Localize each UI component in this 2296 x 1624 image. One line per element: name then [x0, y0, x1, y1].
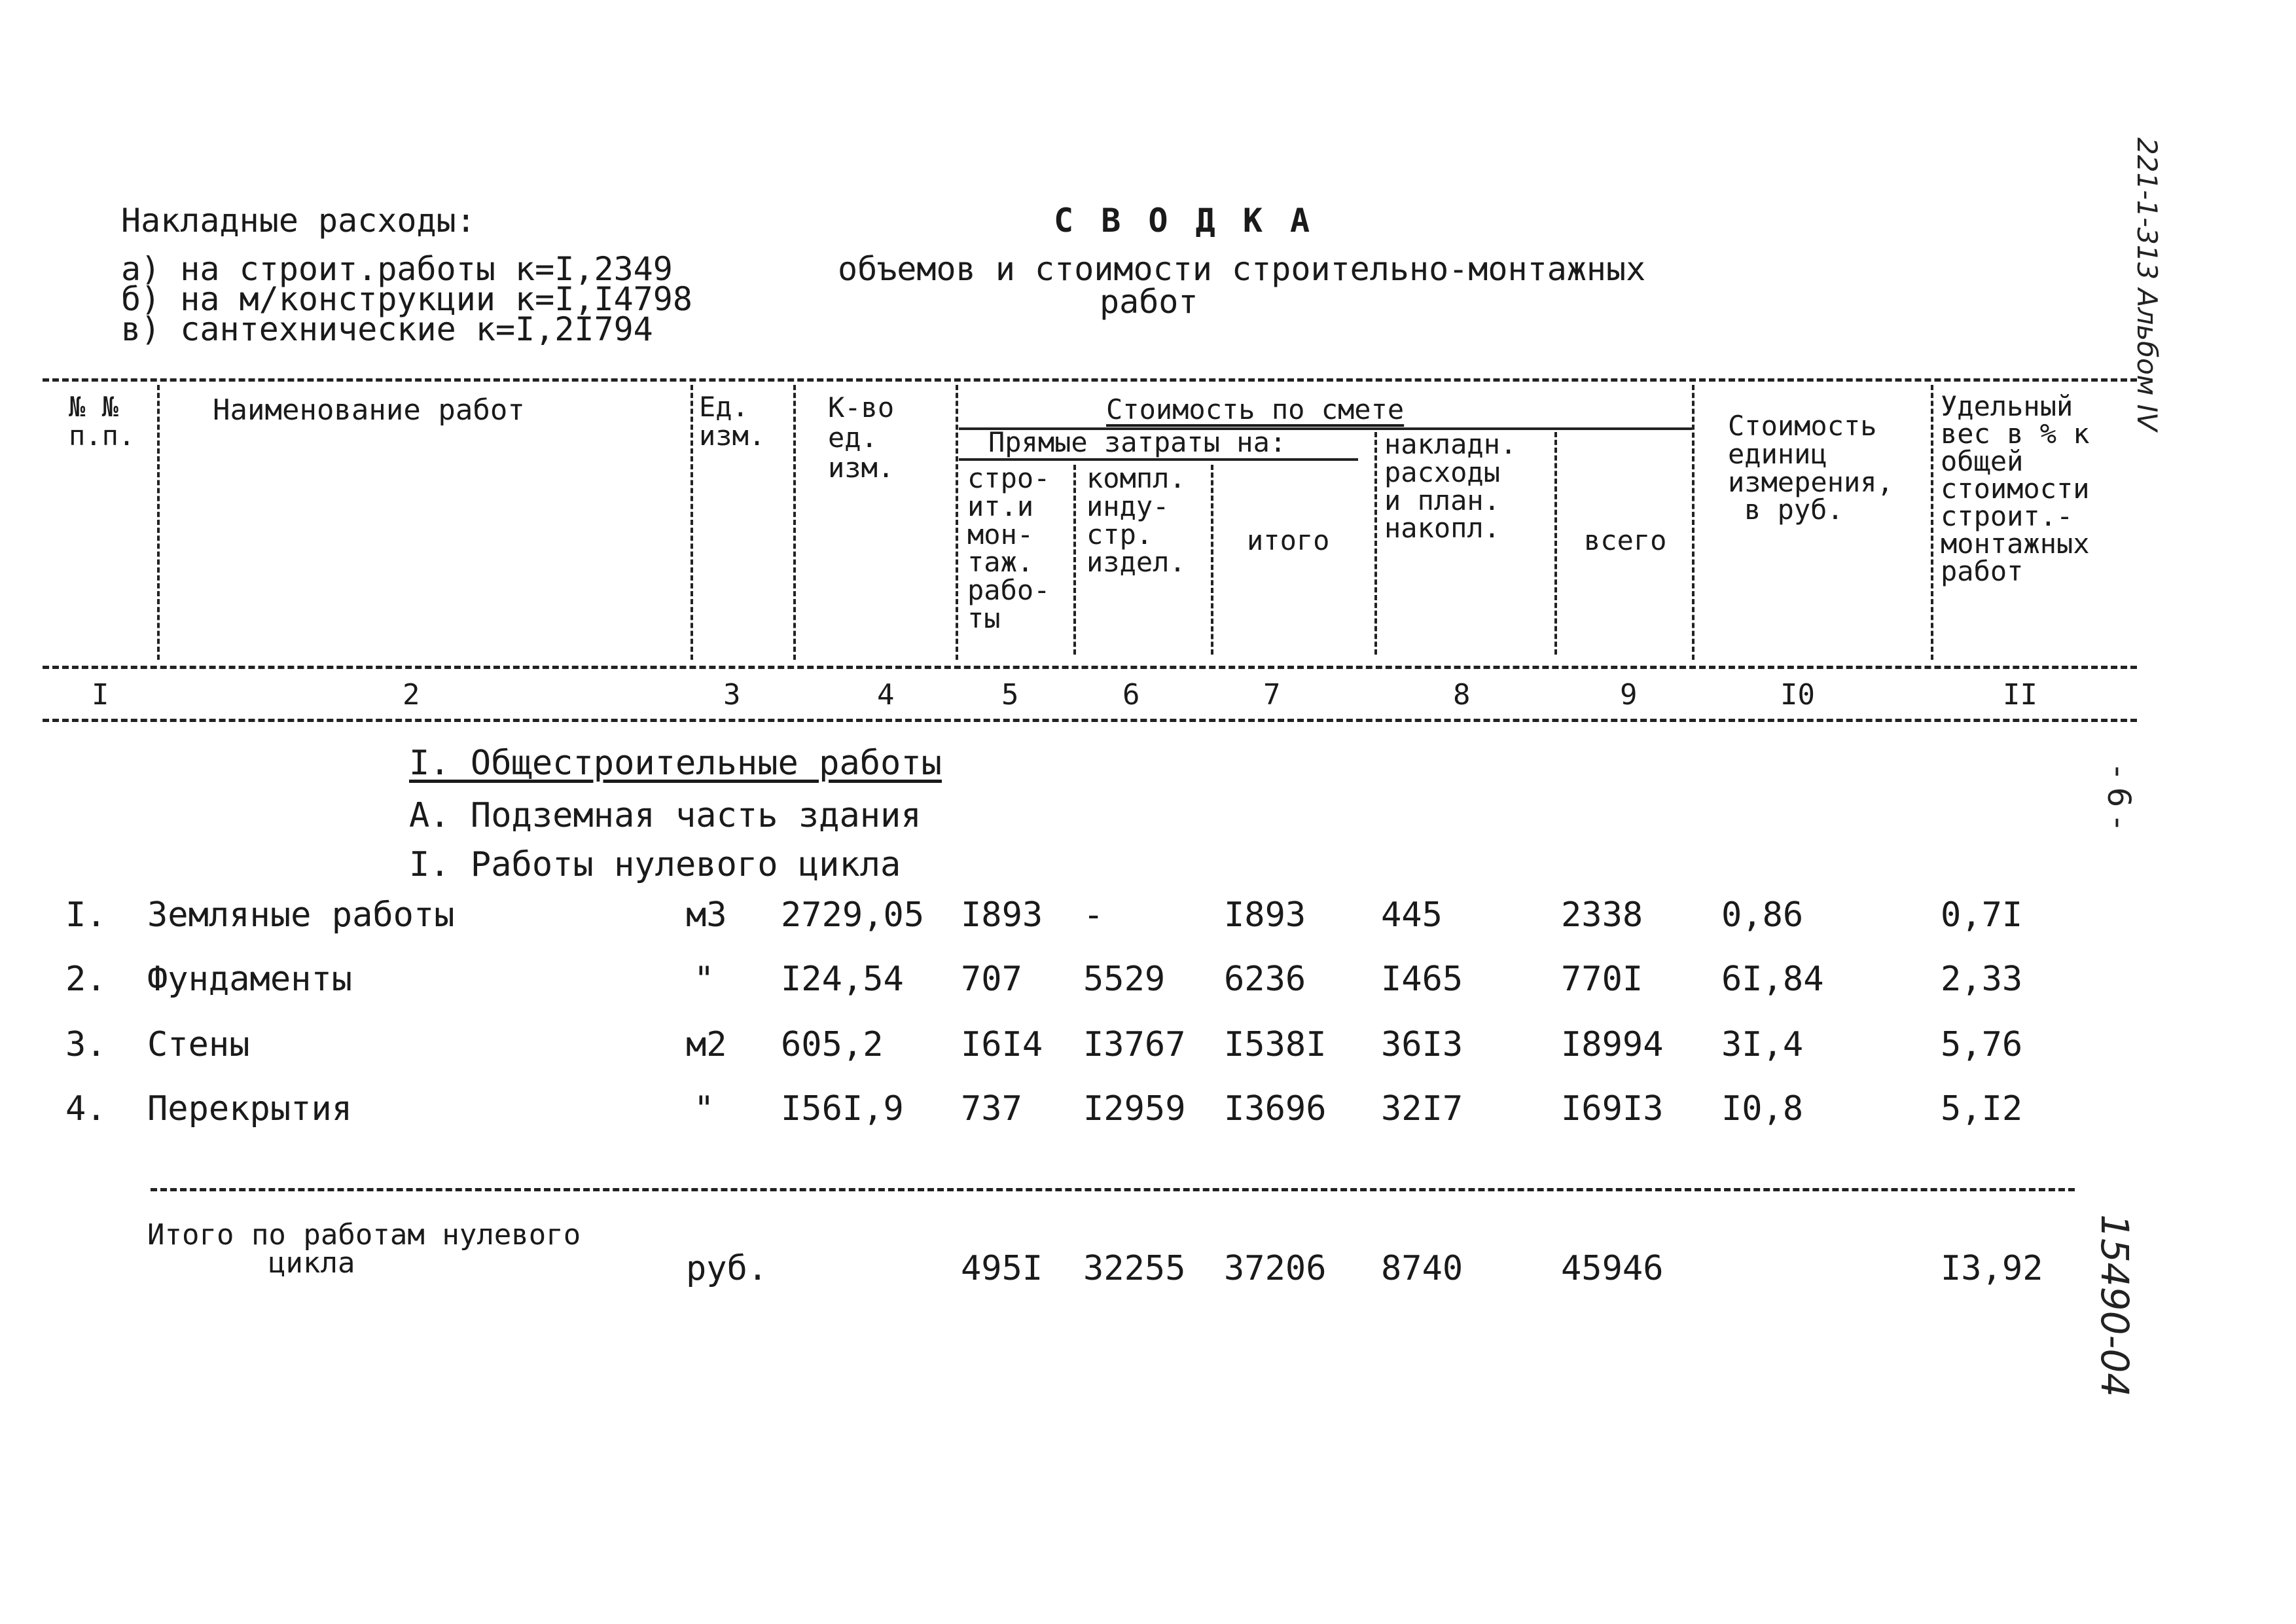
row-col7: I3696	[1224, 1089, 1327, 1128]
row-quantity: I56I,9	[781, 1089, 904, 1128]
row-col11: 5,I2	[1941, 1089, 2023, 1128]
column-number-11: II	[2003, 678, 2037, 712]
row-col9: I8994	[1561, 1025, 1664, 1064]
direct-costs-rule	[959, 458, 1358, 461]
row-name: Земляные работы	[147, 895, 455, 935]
header-col7: итого	[1247, 524, 1330, 556]
page-number: - 6 -	[2100, 766, 2137, 829]
table-header-bottom-rule	[43, 666, 2137, 669]
document-subtitle-line2: работ	[1100, 283, 1198, 321]
header-col10: Стоимость единиц измерения, в руб.	[1728, 410, 1893, 526]
column-number-7: 7	[1263, 678, 1281, 712]
row-number: 4.	[65, 1089, 107, 1128]
overhead-item-b: б) на м/конструкции к=I,I4798	[121, 280, 692, 318]
col-divider-6	[1211, 465, 1213, 655]
row-col11: 2,33	[1941, 960, 2023, 999]
header-col8: накладн. расходы и план. накопл.	[1384, 428, 1517, 545]
column-number-10: I0	[1780, 678, 1815, 712]
overhead-item-a: а) на строит.работы к=I,2349	[121, 250, 673, 288]
header-col9: всего	[1584, 524, 1667, 556]
row-number: 3.	[65, 1025, 107, 1064]
table-top-rule	[43, 378, 2137, 382]
header-col6: компл. инду- стр. издел.	[1086, 462, 1186, 579]
col-divider-10	[1931, 385, 1933, 660]
column-number-2: 2	[403, 678, 420, 712]
album-code-note: 221-1-313 Альбом IV	[2131, 137, 2163, 431]
row-col8: 36I3	[1381, 1025, 1463, 1064]
col-divider-9	[1692, 385, 1695, 660]
row-name: Перекрытия	[147, 1089, 353, 1128]
row-col9: 770I	[1561, 960, 1643, 999]
section-heading-underground: А. Подземная часть здания	[409, 796, 922, 835]
row-unit: м2	[686, 1025, 727, 1064]
archive-number-note: 15490-04	[2092, 1214, 2137, 1398]
row-col6: 5529	[1083, 960, 1166, 999]
row-col5: I893	[961, 895, 1043, 935]
row-name: Фундаменты	[147, 960, 353, 999]
header-direct-costs: Прямые затраты на:	[988, 426, 1287, 458]
total-separator-rule	[151, 1188, 2075, 1191]
row-quantity: I24,54	[781, 960, 904, 999]
col-divider-7	[1374, 432, 1377, 655]
row-col8: I465	[1381, 960, 1463, 999]
total-label-line2: цикла	[268, 1246, 355, 1280]
row-col6: I3767	[1083, 1025, 1186, 1064]
total-col9: 45946	[1561, 1249, 1664, 1288]
row-unit: "	[694, 1089, 715, 1128]
column-numbers-rule	[43, 719, 2137, 722]
total-label-line1: Итого по работам нулевого	[147, 1218, 581, 1252]
header-cost-group: Стоимость по смете	[1106, 393, 1405, 425]
row-unit: "	[694, 960, 715, 999]
overhead-item-c: в) сантехнические к=I,2I794	[121, 310, 653, 348]
row-col5: 707	[961, 960, 1022, 999]
row-col7: I538I	[1224, 1025, 1327, 1064]
row-col10: 6I,84	[1721, 960, 1824, 999]
total-unit: руб.	[686, 1249, 768, 1288]
total-col8: 8740	[1381, 1249, 1463, 1288]
column-number-4: 4	[877, 678, 895, 712]
row-col11: 0,7I	[1941, 895, 2023, 935]
section-heading-zero-cycle: I. Работы нулевого цикла	[409, 845, 901, 884]
row-name: Стены	[147, 1025, 250, 1064]
header-col4: К-во ед. изм.	[828, 391, 895, 484]
row-col6: -	[1083, 895, 1104, 935]
col-divider-5	[1073, 465, 1076, 655]
total-col5: 495I	[961, 1249, 1043, 1288]
col-divider-4	[956, 385, 958, 660]
row-col7: 6236	[1224, 960, 1306, 999]
row-quantity: 605,2	[781, 1025, 884, 1064]
row-number: 2.	[65, 960, 107, 999]
row-col5: 737	[961, 1089, 1022, 1128]
column-number-8: 8	[1453, 678, 1471, 712]
document-subtitle-line1: объемов и стоимости строительно-монтажных	[838, 250, 1646, 288]
row-col7: I893	[1224, 895, 1306, 935]
row-quantity: 2729,05	[781, 895, 925, 935]
row-col8: 32I7	[1381, 1089, 1463, 1128]
row-col9: 2338	[1561, 895, 1643, 935]
row-col9: I69I3	[1561, 1089, 1664, 1128]
column-number-3: 3	[723, 678, 741, 712]
col-divider-8	[1554, 432, 1557, 655]
row-col8: 445	[1381, 895, 1443, 935]
column-number-1: I	[92, 678, 109, 712]
column-number-9: 9	[1620, 678, 1638, 712]
column-number-5: 5	[1001, 678, 1019, 712]
total-col7: 37206	[1224, 1249, 1327, 1288]
header-col2: Наименование работ	[213, 393, 525, 427]
header-col1: № № п.п.	[69, 391, 135, 452]
document-title: С В О Д К А	[1054, 202, 1314, 240]
row-col10: 0,86	[1721, 895, 1804, 935]
overhead-title: Накладные расходы:	[121, 202, 476, 240]
col-divider-2	[691, 385, 693, 660]
column-number-6: 6	[1122, 678, 1140, 712]
header-col5: стро- ит.и мон- таж. рабо- ты	[967, 462, 1050, 635]
row-col10: 3I,4	[1721, 1025, 1804, 1064]
row-col5: I6I4	[961, 1025, 1043, 1064]
row-col10: I0,8	[1721, 1089, 1804, 1128]
col-divider-1	[157, 385, 160, 660]
col-divider-3	[793, 385, 796, 660]
header-col3: Ед. изм.	[699, 391, 766, 452]
row-unit: м3	[686, 895, 727, 935]
section-heading-general: I. Общестроительные работы	[409, 744, 942, 783]
row-number: I.	[65, 895, 107, 935]
total-col6: 32255	[1083, 1249, 1186, 1288]
row-col11: 5,76	[1941, 1025, 2023, 1064]
row-col6: I2959	[1083, 1089, 1186, 1128]
total-col11: I3,92	[1941, 1249, 2043, 1288]
header-col11: Удельный вес в % к общей стоимости строит.- монтажных работ	[1941, 390, 2090, 587]
